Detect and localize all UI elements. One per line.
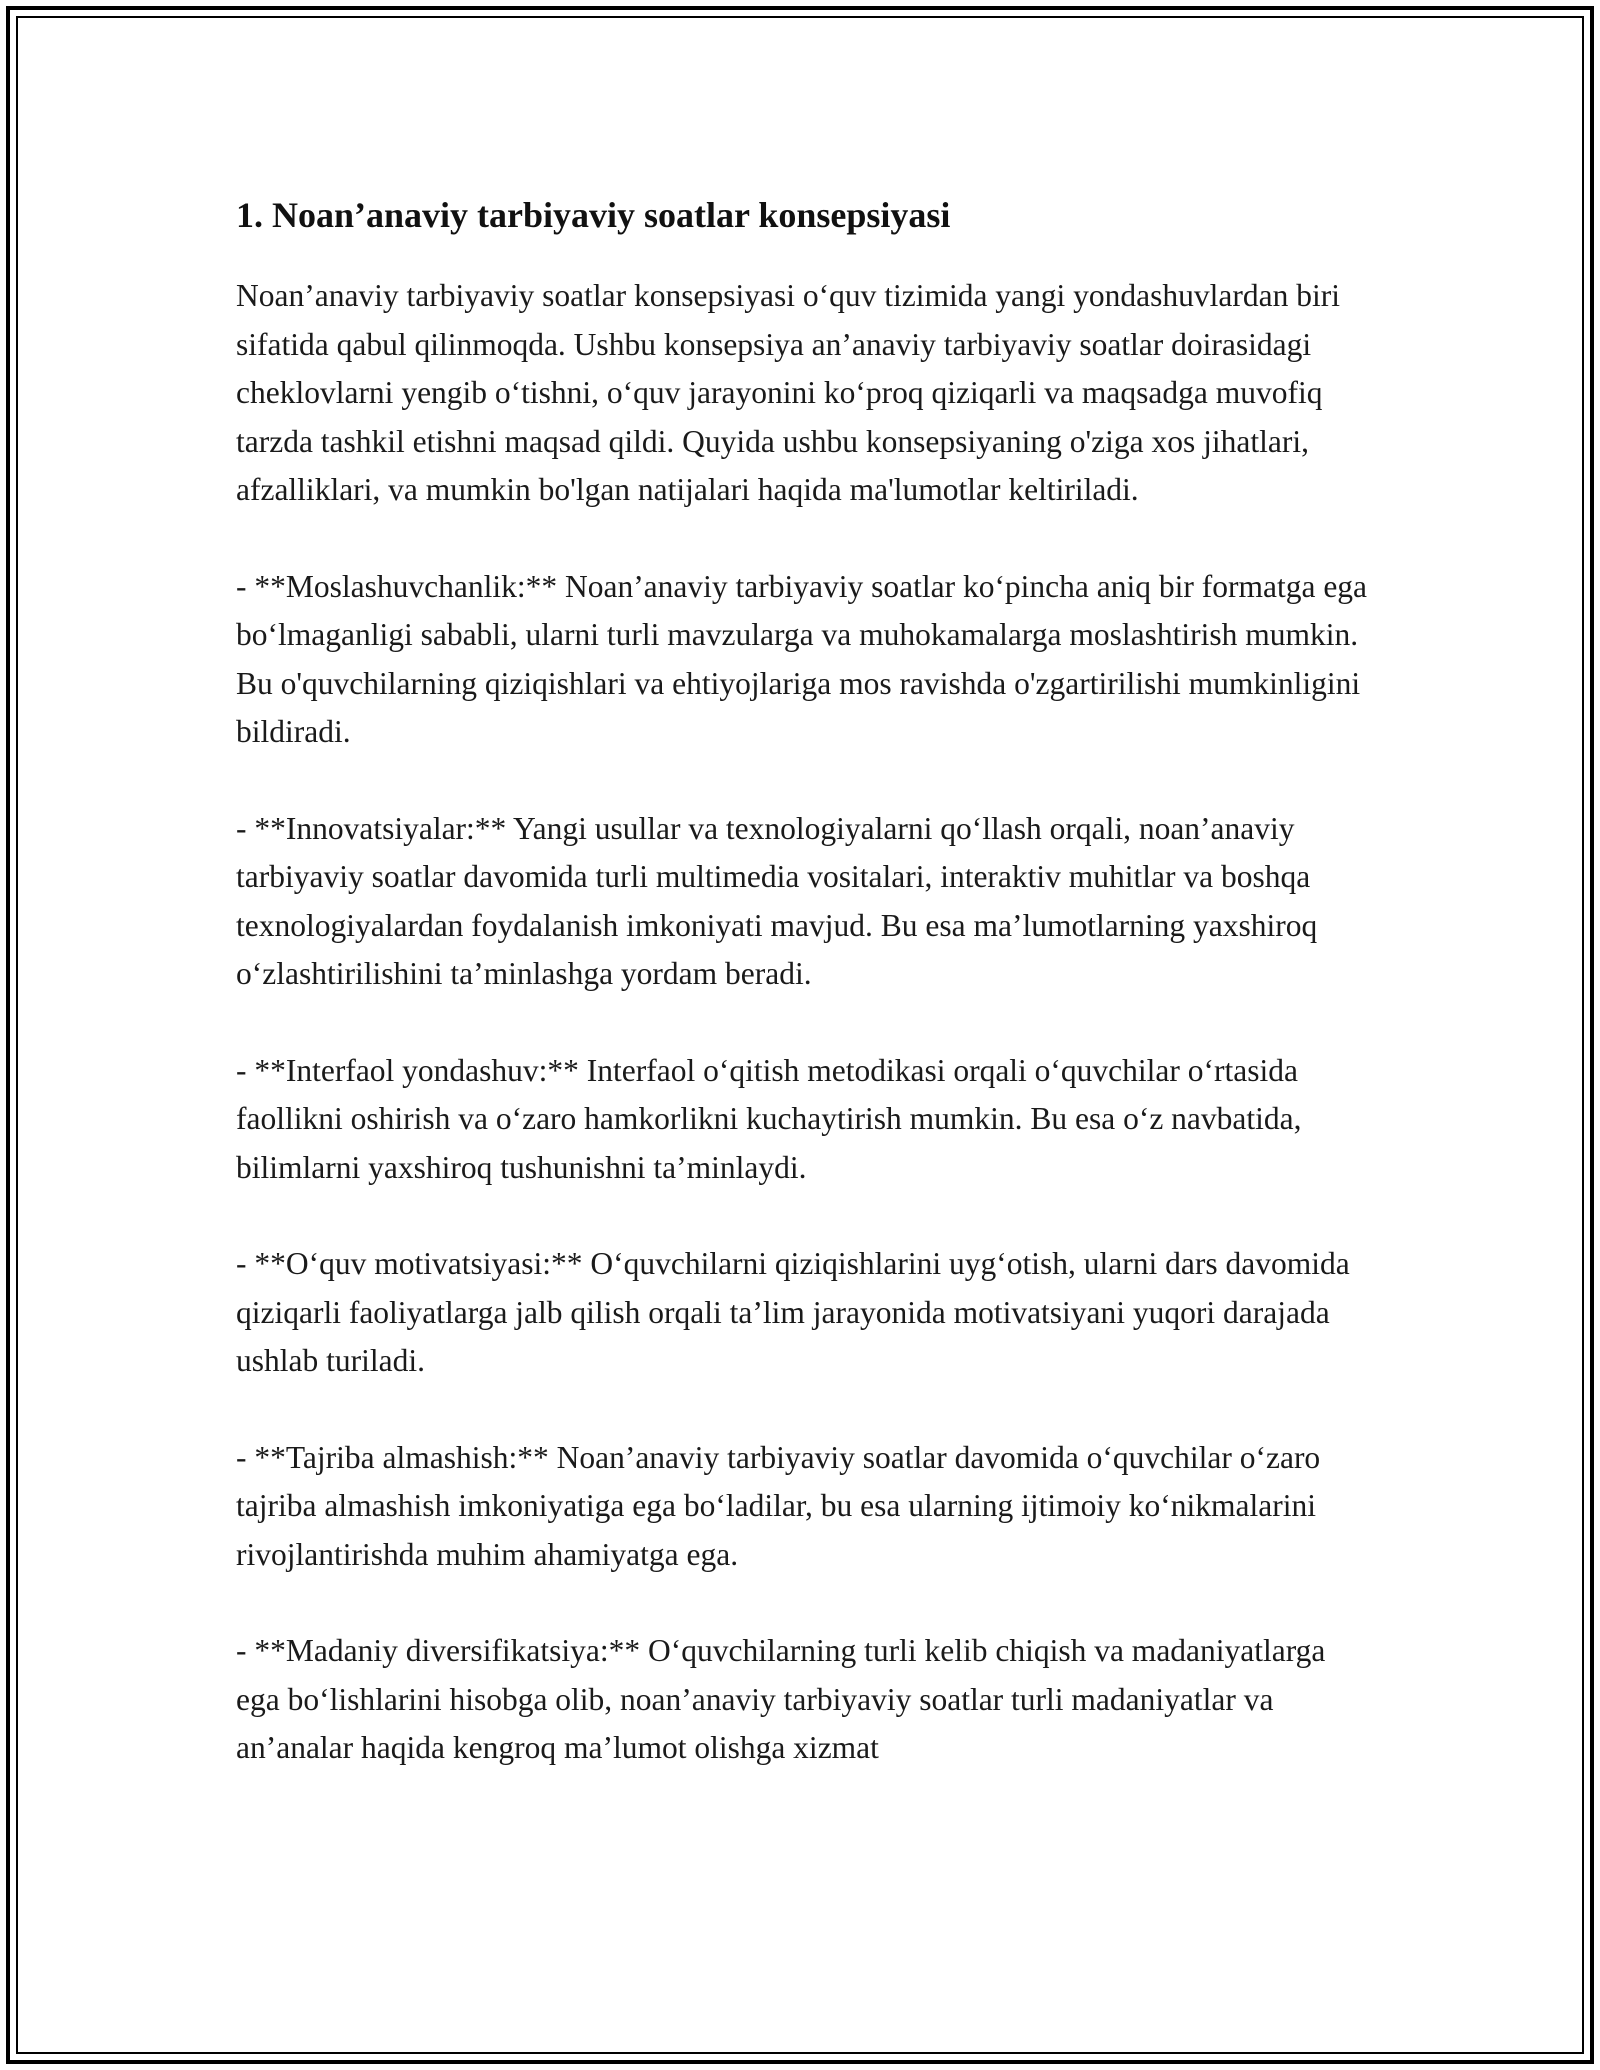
section-heading: 1. Noan’anaviy tarbiyaviy soatlar konsepsiyasi [236,195,951,235]
document-body [236,186,1376,1821]
list-item-tajriba-almashish: - **Tajriba almashish:** Noan’anaviy tarbiyaviy soatlar davomida o‘quvchilar o‘zaro tajriba almashish imkoniyatiga ega bo‘ladilar, bu esa ularning ijtimoiy ko‘nikmalarini rivojlantirishda muhim ahamiyatga ega. [236,1439,1321,1572]
list-item-innovatsiyalar: - **Innovatsiyalar:** Yangi usullar va texnologiyalarni qo‘llash orqali, noan’anaviy tarbiyaviy soatlar davomida turli multimedia vositalari, interaktiv muhitlar va boshqa texnologiyalardan foydalanish imkoniyati mavjud. Bu esa ma’lumotlarning yaxshiroq o‘zlashtirilishini ta’minlashga yordam beradi. [236,810,1318,991]
list-item-interfaol-yondashuv: - **Interfaol yondashuv:** Interfaol o‘qitish metodikasi orqali o‘quvchilar o‘rtasida faollikni oshirish va o‘zaro hamkorlikni kuchaytirish mumkin. Bu esa o‘z navbatida, bilimlarni yaxshiroq tushunishni ta’minlaydi. [236,1052,1302,1185]
list-item-oquv-motivatsiyasi: - **O‘quv motivatsiyasi:** O‘quvchilarni qiziqishlarini uyg‘otish, ularni dars davomida qiziqarli faoliyatlarga jalb qilish orqali ta’lim jarayonida motivatsiyani yuqori darajada ushlab turiladi. [236,1246,1350,1378]
intro-paragraph: Noan’anaviy tarbiyaviy soatlar konsepsiyasi o‘quv tizimida yangi yondashuvlardan biri sifatida qabul qilinmoqda. Ushbu konsepsiya an’anaviy tarbiyaviy soatlar doirasidagi cheklovlarni yengib o‘tishni, o‘quv jarayonini ko‘proq qiziqarli va maqsadga muvofiq tarzda tashkil etishni maqsad qildi. Quyida ushbu konsepsiyaning o'ziga xos jihatlari, afzalliklari, va mumkin bo'lgan natijalari haqida ma'lumotlar keltiriladi. [236,278,1340,507]
list-item-moslashuvchanlik: - **Moslashuvchanlik:** Noan’anaviy tarbiyaviy soatlar ko‘pincha aniq bir formatga ega bo‘lmaganligi sababli, ularni turli mavzularga va muhokamalarga moslashtirish mumkin. Bu o'quvchilarning qiziqishlari va ehtiyojlariga mos ravishda o'zgartirilishi mumkinligini bildiradi. [236,568,1368,749]
list-item-madaniy-diversifikatsiya: - **Madaniy diversifikatsiya:** O‘quvchilarning turli kelib chiqish va madaniyatlarga ega bo‘lishlarini hisobga olib, noan’anaviy tarbiyaviy soatlar turli madaniyatlar va an’analar haqida kengroq ma’lumot olishga xizmat [236,1633,1326,1765]
